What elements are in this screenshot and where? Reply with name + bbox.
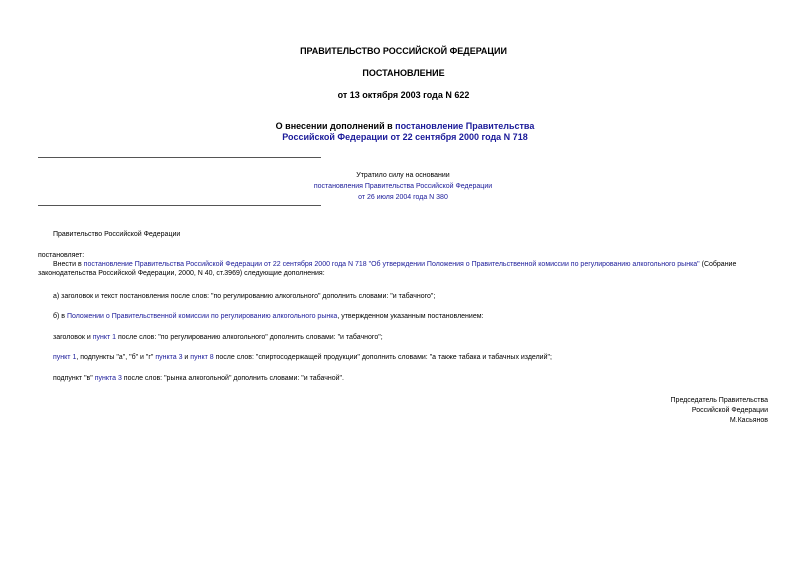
document-type: ПОСТАНОВЛЕНИЕ [362,68,445,78]
signature-block [671,396,768,426]
item-b [38,312,773,321]
document-title [270,121,540,143]
repeal-note-link-line3[interactable]: от 26 июля 2004 года N 380 [358,194,448,201]
document-date-number: от 13 октября 2003 года N 622 [337,90,470,100]
signature-country: Российской Федерации [691,407,768,414]
sub2-link3[interactable]: пункт 8 [190,354,214,361]
sub2-mid2: и [182,354,191,361]
authority-heading: ПРАВИТЕЛЬСТВО РОССИЙСКОЙ ФЕДЕРАЦИИ [300,46,507,56]
main-post: (Собрание законодательства Российской Федерации, 2000, N 40, ст.3969) следующие дополнения: [38,261,737,277]
decrees-line: постановляет: [38,252,85,259]
repeal-note-link-line2[interactable]: постановления Правительства Российской Федерации [313,183,493,190]
sub3-link[interactable]: пункта 3 [94,375,122,382]
sub2-post: после слов: "спиртосодержащей продукции" дополнить словами: "а также табака и табачных изделий"; [213,354,552,361]
main-paragraph [38,260,773,278]
title-prefix: О внесении дополнений в [275,121,396,131]
sub1-pre: заголовок и [53,334,93,341]
item-b-link[interactable]: Положении о Правительственной комиссии по регулированию алкогольного рынка [66,313,338,320]
sub2-mid1: , подпункты "а", "б" и "г" [76,354,156,361]
signature-position: Председатель Правительства [670,397,768,404]
government-line: Правительство Российской Федерации [53,231,181,238]
sub3-post: после слов: "рынка алкогольной" дополнить словами: "и табачной". [121,375,344,382]
sub1-link[interactable]: пункт 1 [92,334,117,341]
item-b-pre: б) в [53,313,67,320]
item-a: а) заголовок и текст постановления после слов: "по регулированию алкогольного" дополнить словами: "и табачного"; [53,293,436,300]
main-pre: Внести в [53,261,84,268]
signature-name: М.Касьянов [729,417,768,424]
divider-bottom [38,205,321,206]
subitem-2 [38,353,773,362]
subitem-3 [38,374,773,383]
subitem-1 [38,333,773,342]
divider-top [38,157,321,158]
sub1-post: после слов: "по регулированию алкогольного" дополнить словами: "и табачного"; [116,334,383,341]
main-link[interactable]: постановление Правительства Российской Федерации от 22 сентября 2000 года N 718 "Об утверждении Положения о Правительственной комиссии по регулированию алкогольного рынка" [83,261,700,268]
title-link[interactable]: постановление Правительства Российской Федерации от 22 сентября 2000 года N 718 [282,121,535,142]
repeal-note [300,170,506,203]
sub2-link1[interactable]: пункт 1 [53,354,77,361]
sub3-pre: подпункт "в" [53,375,95,382]
repeal-note-line1: Утратило силу на основании [356,172,450,179]
item-b-post: , утвержденном указанным постановлением: [337,313,484,320]
sub2-link2[interactable]: пункта 3 [155,354,183,361]
